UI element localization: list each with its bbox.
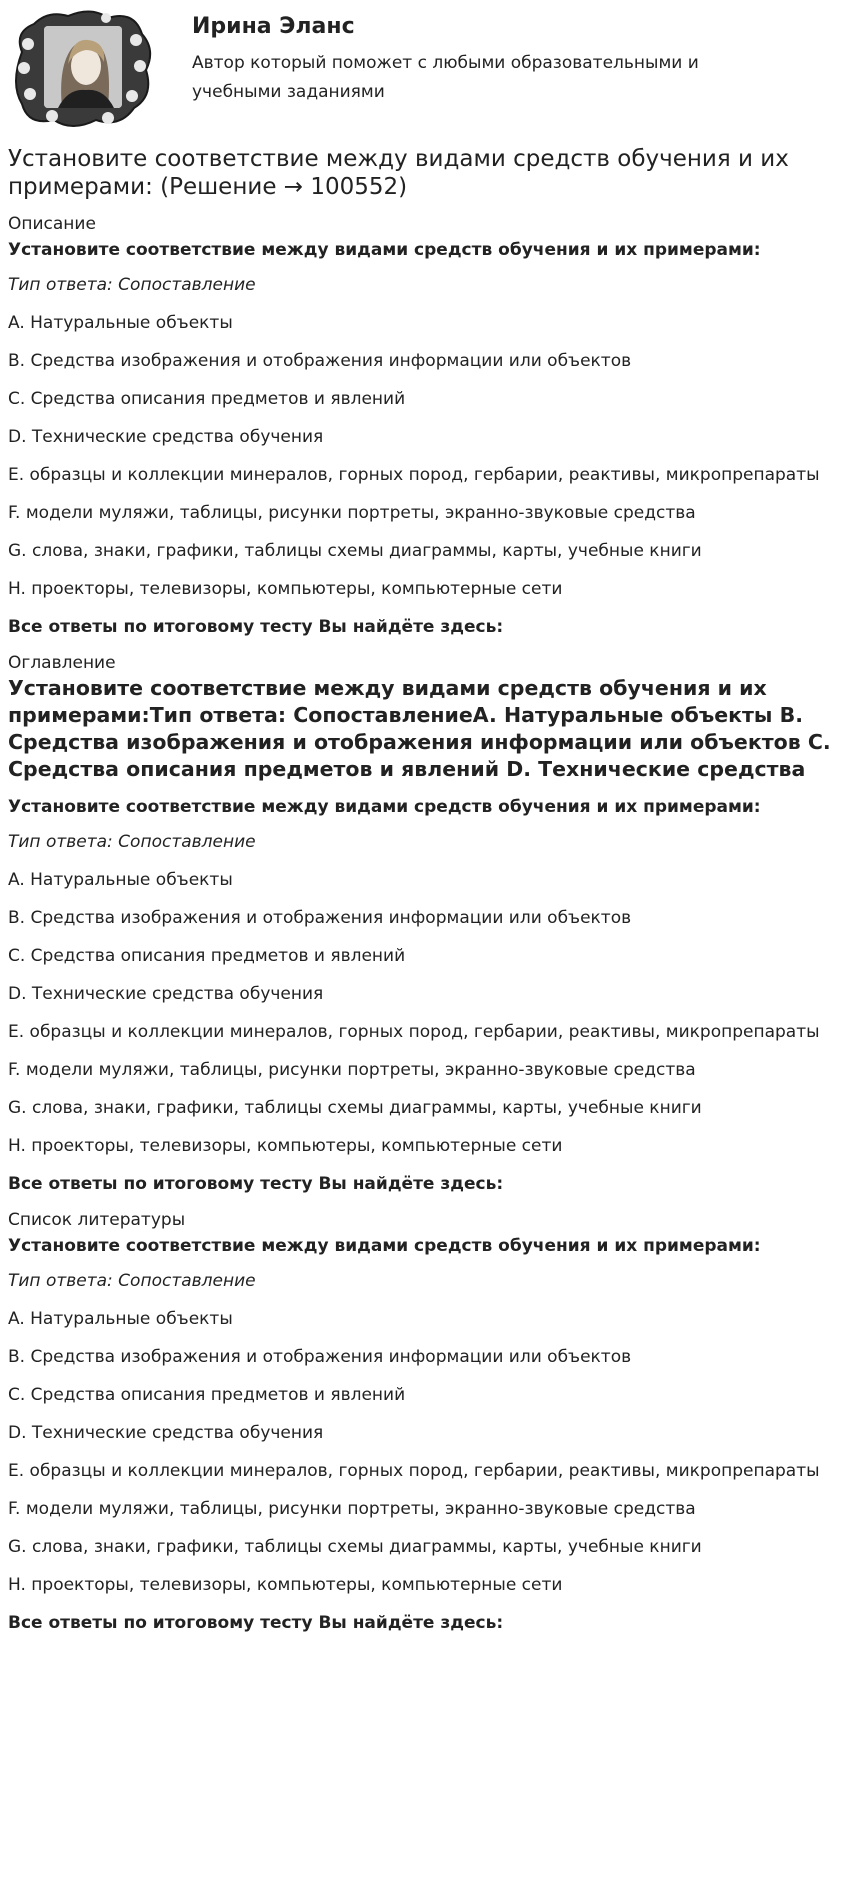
author-description: Автор который поможет с любыми образовательными и учебными заданиями xyxy=(192,53,699,102)
list-item: D. Технические средства обучения xyxy=(8,1423,324,1443)
list-item: B. Средства изображения и отображения информации или объектов xyxy=(8,1347,632,1367)
list-item: B. Средства изображения и отображения информации или объектов xyxy=(8,351,632,371)
list-item: F. модели муляжи, таблицы, рисунки портреты, экранно-звуковые средства xyxy=(8,1499,696,1519)
list-item: H. проекторы, телевизоры, компьютеры, компьютерные сети xyxy=(8,579,563,599)
answers-link-text[interactable]: Все ответы по итоговому тесту Вы найдёте здесь: xyxy=(8,1174,504,1194)
list-item: D. Технические средства обучения xyxy=(8,427,324,447)
list-item: A. Натуральные объекты xyxy=(8,313,233,333)
list-item: C. Средства описания предметов и явлений xyxy=(8,946,406,966)
page-title: Установите соответствие между видами средств обучения и их примерами: (Решение → 100552) xyxy=(8,146,789,200)
author-card xyxy=(8,0,839,135)
list-item: F. модели муляжи, таблицы, рисунки портреты, экранно-звуковые средства xyxy=(8,503,696,523)
list-item: H. проекторы, телевизоры, компьютеры, компьютерные сети xyxy=(8,1575,563,1595)
question-text: Установите соответствие между видами средств обучения и их примерами: xyxy=(8,797,761,817)
answer-type: Тип ответа: Сопоставление xyxy=(8,832,256,852)
list-item: H. проекторы, телевизоры, компьютеры, компьютерные сети xyxy=(8,1136,563,1156)
section-label: Описание xyxy=(8,214,96,234)
film-reel-frame-icon xyxy=(8,4,156,134)
toc-heading: Установите соответствие между видами средств обучения и их примерами:Тип ответа: СопоставлениеA. Натуральные объекты B. Средства изображения и отображения информации или объектов C. Средства описания предметов и явлений D. Технические средства xyxy=(8,676,831,781)
list-item: C. Средства описания предметов и явлений xyxy=(8,1385,406,1405)
list-item: B. Средства изображения и отображения информации или объектов xyxy=(8,908,632,928)
list-item: E. образцы и коллекции минералов, горных пород, гербарии, реактивы, микропрепараты xyxy=(8,1022,820,1042)
section-label: Список литературы xyxy=(8,1210,186,1230)
author-info xyxy=(192,0,792,107)
section-toc xyxy=(8,652,839,1199)
section-description xyxy=(8,213,839,642)
question-text: Установите соответствие между видами средств обучения и их примерами: xyxy=(8,1236,761,1256)
list-item: G. слова, знаки, графики, таблицы схемы диаграммы, карты, учебные книги xyxy=(8,541,702,561)
section-label: Оглавление xyxy=(8,653,116,673)
list-item: G. слова, знаки, графики, таблицы схемы диаграммы, карты, учебные книги xyxy=(8,1537,702,1557)
list-item: C. Средства описания предметов и явлений xyxy=(8,389,406,409)
avatar[interactable] xyxy=(8,4,156,134)
list-item: E. образцы и коллекции минералов, горных пород, гербарии, реактивы, микропрепараты xyxy=(8,1461,820,1481)
list-item: A. Натуральные объекты xyxy=(8,1309,233,1329)
list-item: G. слова, знаки, графики, таблицы схемы диаграммы, карты, учебные книги xyxy=(8,1098,702,1118)
list-item: A. Натуральные объекты xyxy=(8,870,233,890)
answer-type: Тип ответа: Сопоставление xyxy=(8,275,256,295)
list-item: F. модели муляжи, таблицы, рисунки портреты, экранно-звуковые средства xyxy=(8,1060,696,1080)
answer-type: Тип ответа: Сопоставление xyxy=(8,1271,256,1291)
list-item: E. образцы и коллекции минералов, горных пород, гербарии, реактивы, микропрепараты xyxy=(8,465,820,485)
section-references xyxy=(8,1209,839,1638)
answers-link-text[interactable]: Все ответы по итоговому тесту Вы найдёте здесь: xyxy=(8,617,504,637)
answers-link-text[interactable]: Все ответы по итоговому тесту Вы найдёте здесь: xyxy=(8,1613,504,1633)
question-text: Установите соответствие между видами средств обучения и их примерами: xyxy=(8,240,761,260)
list-item: D. Технические средства обучения xyxy=(8,984,324,1004)
author-name[interactable]: Ирина Эланс xyxy=(192,14,355,39)
